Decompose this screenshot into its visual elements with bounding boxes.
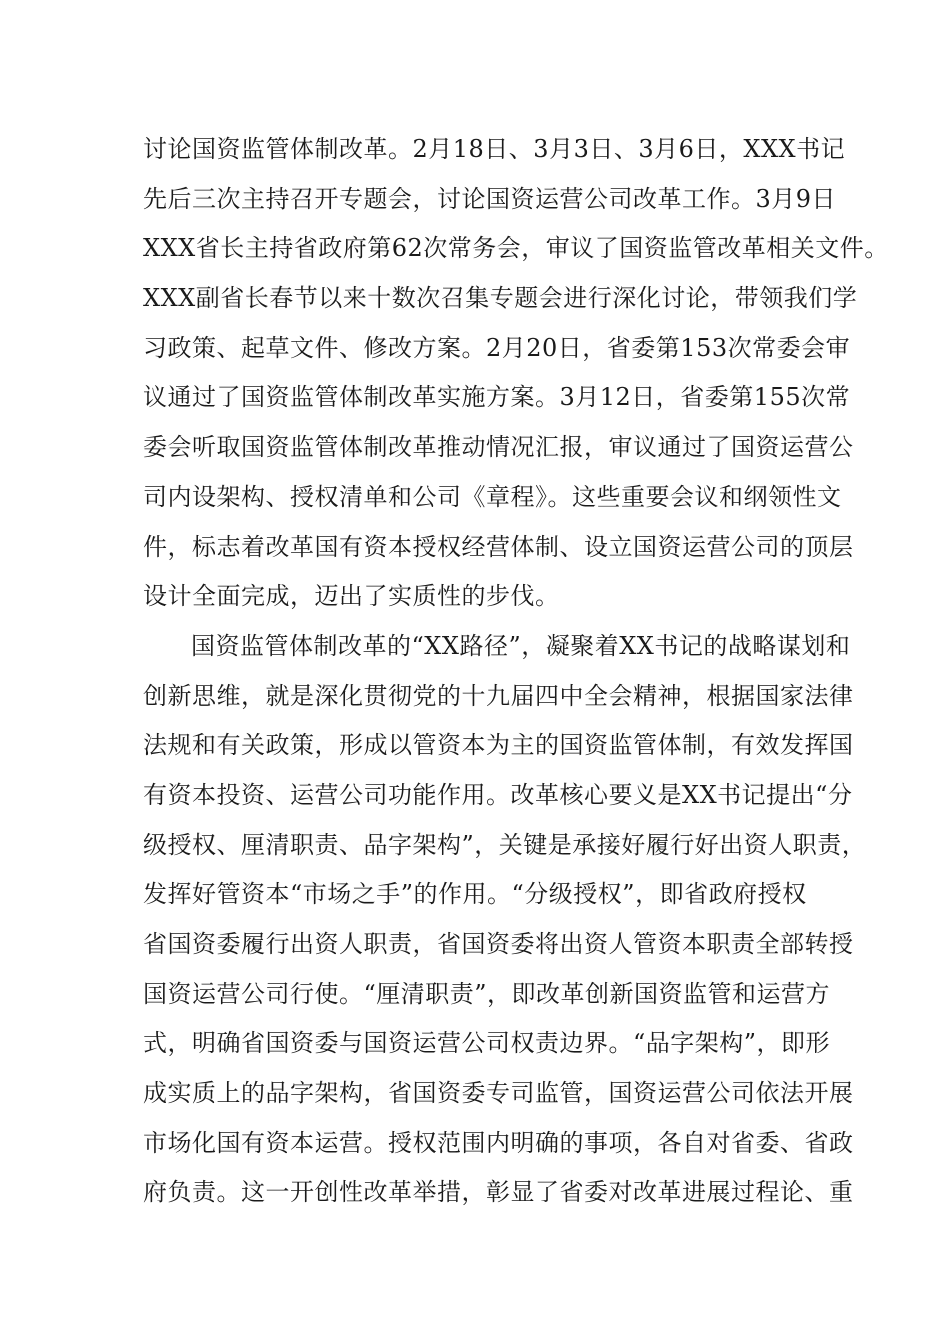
text-line: 国资运营公司行使。“厘清职责”，即改革创新国资监管和运营方	[143, 979, 831, 1008]
text-line: 省国资委履行出资人职责，省国资委将出资人管资本职责全部转授	[143, 930, 854, 958]
text-line: 式，明确省国资委与国资运营公司权责边界。“品字架构”，即形	[143, 1029, 831, 1058]
text-line: 府负责。这一开创性改革举措，彰显了省委对改革进展过程论、重	[143, 1178, 854, 1207]
text-line: XXX副省长春节以来十数次召集专题会进行深化讨论，带领我们学	[143, 284, 858, 313]
text-line: 议通过了国资监管体制改革实施方案。3月12日，省委第155次常	[143, 383, 851, 412]
text-line: 件，标志着改革国有资本授权经营体制、设立国资运营公司的顶层	[143, 532, 854, 561]
text-line: 先后三次主持召开专题会，讨论国资运营公司改革工作。3月9日	[143, 184, 837, 213]
text-line: 成实质上的品字架构，省国资委专司监管，国资运营公司依法开展	[143, 1079, 854, 1108]
text-line: 法规和有关政策，形成以管资本为主的国资监管体制，有效发挥国	[143, 731, 854, 760]
text-line: XXX省长主持省政府第62次常务会，审议了国资监管改革相关文件。	[143, 234, 889, 263]
text-line: 创新思维，就是深化贯彻党的十九届四中全会精神，根据国家法律	[143, 681, 854, 710]
paragraph-first-line: 国资监管体制改革的“XX路径”，凝聚着XX书记的战略谋划和	[191, 631, 851, 660]
text-line: 市场化国有资本运营。授权范围内明确的事项，各自对省委、省政	[143, 1128, 854, 1157]
text-line: 习政策、起草文件、修改方案。2月20日，省委第153次常委会审	[143, 333, 851, 362]
body-text	[143, 125, 889, 1218]
text-line: 级授权、厘清职责、品字架构”，关键是承接好履行好出资人职责，	[143, 830, 867, 859]
text-line: 司内设架构、授权清单和公司《章程》。这些重要会议和纲领性文	[143, 482, 842, 511]
text-line: 有资本投资、运营公司功能作用。改革核心要义是XX书记提出“分	[143, 780, 853, 809]
text-line: 委会听取国资监管体制改革推动情况汇报，审议通过了国资运营公	[143, 433, 854, 462]
text-line: 设计全面完成，迈出了实质性的步伐。	[143, 582, 560, 611]
text-line: 讨论国资监管体制改革。2月18日、3月3日、3月6日，XXX书记	[143, 135, 846, 163]
text-line: 发挥好管资本“市场之手”的作用。“分级授权”，即省政府授权	[143, 880, 807, 909]
